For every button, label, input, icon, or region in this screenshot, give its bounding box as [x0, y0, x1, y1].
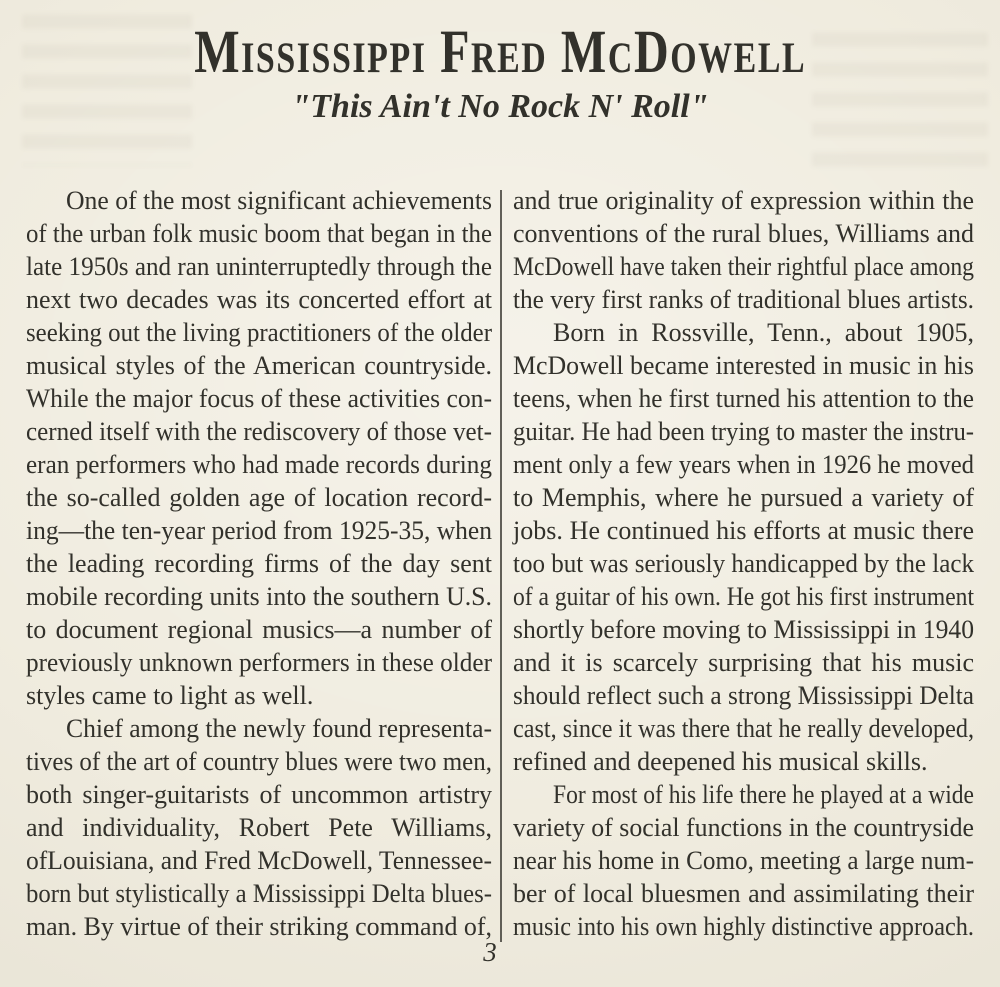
text-row: [26, 250, 492, 283]
text-line: McDowell became interested in music in his: [513, 351, 974, 380]
text-line: One of the most significant achievements: [66, 186, 492, 215]
text-line: to Memphis, where he pursued a variety of: [513, 483, 974, 512]
text-line: ment only a few years when in 1926 he moved: [513, 450, 974, 479]
right-text-column: [513, 184, 974, 943]
text-row: [26, 349, 492, 382]
text-row: [26, 646, 492, 679]
text-line: to document regional musics—a number of: [26, 615, 492, 644]
text-line: previously unknown performers in these older: [26, 648, 492, 677]
text-row: [513, 844, 974, 877]
text-row: [26, 481, 492, 514]
text-line: mobile recording units into the southern U.S.: [26, 582, 492, 611]
text-line: McDowell have taken their rightful place among: [513, 252, 974, 281]
text-row: [513, 481, 974, 514]
text-row: [513, 679, 974, 712]
text-row: [513, 712, 974, 745]
masthead: [0, 19, 1000, 86]
text-row: [513, 184, 974, 217]
text-line: cerned itself with the rediscovery of those vet-: [26, 417, 492, 446]
text-line: styles came to light as well.: [26, 681, 314, 710]
text-line: the so-called golden age of location record-: [26, 483, 492, 512]
text-row: [26, 613, 492, 646]
text-row: [26, 745, 492, 778]
text-line: ing—the ten-year period from 1925-35, when: [26, 516, 492, 545]
text-line: and it is scarcely surprising that his music: [513, 648, 974, 677]
text-line: seeking out the living practitioners of the older: [26, 318, 492, 347]
left-text-column: [26, 184, 492, 943]
text-row: [513, 250, 974, 283]
text-row: [26, 184, 492, 217]
text-line: too but was seriously handicapped by the lack: [513, 549, 974, 578]
text-line: should reflect such a strong Mississippi Delta: [513, 681, 974, 710]
text-row: [26, 217, 492, 250]
text-line: guitar. He had been trying to master the instru-: [513, 417, 974, 446]
text-line: conventions of the rural blues, Williams and: [513, 219, 974, 248]
text-row: [513, 745, 974, 778]
text-line: the very first ranks of traditional blues artists.: [513, 285, 974, 314]
text-row: [513, 415, 974, 448]
text-row: [26, 415, 492, 448]
text-line: late 1950s and ran uninterruptedly through the: [26, 252, 492, 281]
text-row: [513, 316, 974, 349]
text-line: variety of social functions in the countryside: [513, 813, 974, 842]
text-row: [513, 514, 974, 547]
text-row: [26, 877, 492, 910]
text-row: [26, 316, 492, 349]
text-line: next two decades was its concerted effort at: [26, 285, 492, 314]
text-line: For most of his life there he played at a wide: [553, 780, 974, 809]
text-row: [513, 217, 974, 250]
text-row: [513, 580, 974, 613]
text-row: [26, 679, 492, 712]
text-row: [513, 811, 974, 844]
text-row: [26, 448, 492, 481]
text-row: [513, 448, 974, 481]
text-row: [513, 877, 974, 910]
text-row: [513, 613, 974, 646]
text-row: [26, 712, 492, 745]
text-line: ber of local bluesmen and assimilating their: [513, 879, 974, 908]
text-row: [26, 547, 492, 580]
text-row: [513, 382, 974, 415]
text-row: [513, 778, 974, 811]
text-line: and individuality, Robert Pete Williams,: [26, 813, 492, 842]
text-row: [26, 382, 492, 415]
text-line: jobs. He continued his efforts at music there: [513, 516, 974, 545]
page-number: 3: [483, 937, 497, 967]
text-line: both singer-guitarists of uncommon artistry: [26, 780, 492, 809]
text-row: [513, 646, 974, 679]
text-row: [513, 349, 974, 382]
text-line: music into his own highly distinctive approach.: [513, 912, 974, 941]
page-title: Mississippi Fred McDowell: [193, 19, 806, 86]
text-line: shortly before moving to Mississippi in 1940: [513, 615, 974, 644]
text-line: Chief among the newly found representa-: [66, 714, 492, 743]
text-line: of the urban folk music boom that began in the: [26, 219, 492, 248]
column-divider-rule: [500, 190, 502, 942]
text-row: [26, 514, 492, 547]
text-line: near his home in Como, meeting a large num-: [513, 846, 974, 875]
text-line: eran performers who had made records during: [26, 450, 492, 479]
text-row: [26, 580, 492, 613]
text-line: man. By virtue of their striking command of,: [26, 912, 492, 941]
text-line: Born in Rossville, Tenn., about 1905,: [553, 318, 974, 347]
text-row: [26, 283, 492, 316]
text-row: [26, 811, 492, 844]
text-line: While the major focus of these activities con-: [26, 384, 492, 413]
text-row: [26, 844, 492, 877]
text-line: teens, when he first turned his attention to the: [513, 384, 974, 413]
text-line: tives of the art of country blues were two men,: [26, 747, 492, 776]
text-row: [26, 778, 492, 811]
text-line: refined and deepened his musical skills.: [513, 747, 928, 776]
text-line: born but stylistically a Mississippi Delta blues-: [26, 879, 492, 908]
text-line: musical styles of the American countryside.: [26, 351, 492, 380]
text-line: of a guitar of his own. He got his first instrument: [513, 582, 974, 611]
page-subtitle: "This Ain't No Rock N' Roll": [291, 88, 709, 125]
text-row: [513, 283, 974, 316]
text-line: cast, since it was there that he really developed,: [513, 714, 974, 743]
text-line: and true originality of expression within the: [513, 186, 974, 215]
text-row: [513, 547, 974, 580]
text-line: the leading recording firms of the day sent: [26, 549, 492, 578]
subtitle-row: [0, 88, 1000, 126]
text-line: ofLouisiana, and Fred McDowell, Tennessee-: [26, 846, 492, 875]
